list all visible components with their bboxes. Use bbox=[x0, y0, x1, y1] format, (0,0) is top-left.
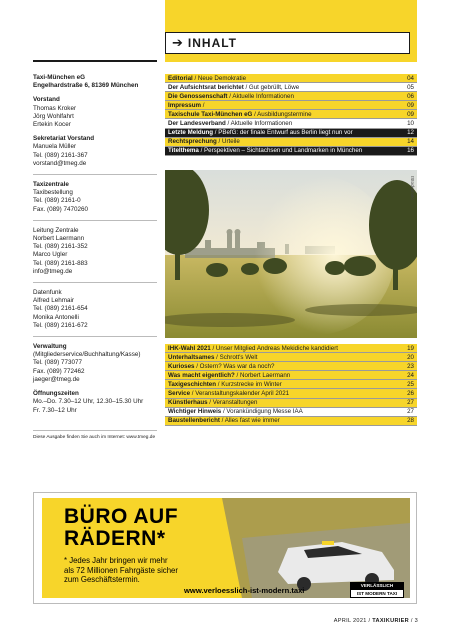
ad-yellow-panel bbox=[42, 498, 410, 598]
online-footnote: Diese Ausgabe finden Sie auch im Internet: www.tmeg.de bbox=[33, 430, 157, 440]
toc-entry-section: Wichtiger Hinweis bbox=[168, 408, 222, 416]
sidebar-top-rule bbox=[33, 60, 157, 62]
toc-entry-title bbox=[168, 363, 274, 370]
toc-entry-title bbox=[168, 390, 289, 397]
management-line: Tel. (089) 2161-883 bbox=[33, 259, 88, 267]
toc-entry-page: 24 bbox=[407, 371, 414, 379]
toc-entry-section: Baustellenbericht bbox=[168, 417, 220, 425]
toc-entry-topic: / PBefG: der finale Entwurf aus Berlin liegt nun vor bbox=[213, 129, 353, 137]
toc-entry-title bbox=[168, 138, 240, 145]
toc-entry-title bbox=[168, 120, 292, 127]
central-line: Taxibestellung bbox=[33, 189, 73, 197]
footer-issue: APRIL 2021 / bbox=[333, 618, 373, 624]
toc-entry-section: Kurioses bbox=[168, 362, 195, 370]
toc-entry-title bbox=[168, 372, 290, 379]
toc-entry-topic: / Perspektiven – Sichtachsen und Landmarken in München bbox=[198, 147, 363, 155]
toc-entry-page: 12 bbox=[407, 129, 414, 137]
toc-entry-topic: / Gut gebrüllt, Löwe bbox=[243, 83, 300, 91]
ad-url: www.verloesslich-ist-modern.taxi bbox=[184, 586, 305, 595]
company-name: Taxi-München eG bbox=[33, 74, 86, 81]
ad-subtext bbox=[64, 556, 214, 585]
toc-entry-topic: / Kurzstrecke im Winter bbox=[216, 380, 282, 388]
central-line: Fax. (089) 7470260 bbox=[33, 205, 88, 213]
toc-entry-title bbox=[168, 354, 257, 361]
radio-line: Monika Antonelli bbox=[33, 313, 79, 321]
management-line: Norbert Laermann bbox=[33, 235, 85, 243]
board-member: Ertekin Kocer bbox=[33, 121, 71, 129]
admin-line: Fax. (089) 772462 bbox=[33, 367, 85, 375]
management-line: Tel. (089) 2161-352 bbox=[33, 243, 88, 251]
page-footer bbox=[334, 618, 418, 624]
board-heading: Vorstand bbox=[33, 96, 60, 104]
toc-entry-topic: / bbox=[201, 101, 205, 109]
toc-entry-section: Was macht eigentlich? bbox=[168, 371, 235, 379]
park-skyline-image bbox=[165, 170, 417, 338]
toc-entry-section: Künstlerhaus bbox=[168, 399, 208, 407]
toc-entry-page: 23 bbox=[407, 362, 414, 370]
management-line: Leitung Zentrale bbox=[33, 226, 79, 234]
toc-top-list bbox=[165, 74, 417, 156]
toc-entry[interactable] bbox=[165, 147, 417, 156]
board-member: Thomas Kroker bbox=[33, 104, 77, 112]
toc-entry-title bbox=[168, 102, 204, 109]
toc-entry-title bbox=[168, 399, 257, 406]
toc-entry-section: Rechtsprechung bbox=[168, 138, 217, 146]
hours-line: Mo.–Do. 7.30–12 Uhr, 12.30–15.30 Uhr bbox=[33, 398, 144, 406]
hours-heading: Öffnungszeiten bbox=[33, 390, 79, 398]
toc-entry-topic: / Schrott's Welt bbox=[214, 353, 258, 361]
footer-page: / 3 bbox=[409, 618, 418, 624]
toc-entry-title bbox=[168, 417, 280, 424]
toc-entry-topic: / Unser Mitglied Andreas Mekidiche kandidiert bbox=[210, 344, 339, 352]
toc-entry[interactable] bbox=[165, 138, 417, 147]
toc-entry[interactable] bbox=[165, 101, 417, 110]
hours-line: Fr. 7.30–12 Uhr bbox=[33, 406, 77, 414]
company-block bbox=[33, 64, 157, 175]
toc-entry-title bbox=[168, 75, 246, 82]
ad-badge bbox=[350, 582, 404, 597]
management-line: Marco Ugler bbox=[33, 251, 68, 259]
toc-entry-section: Unterhaltsames bbox=[168, 353, 215, 361]
section-title bbox=[165, 32, 410, 54]
toc-entry-title bbox=[168, 93, 294, 100]
toc-entry-topic: / Aktuelle Informationen bbox=[225, 120, 293, 128]
toc-entry-section: Titelthema bbox=[168, 147, 199, 155]
central-heading: Taxizentrale bbox=[33, 181, 69, 189]
secretary-email: vorstand@tmeg.de bbox=[33, 159, 87, 167]
toc-entry-topic: / Neue Demokratie bbox=[192, 74, 247, 82]
toc-entry-page: 25 bbox=[407, 380, 414, 388]
central-block bbox=[33, 175, 157, 221]
toc-entry-page: 27 bbox=[407, 408, 414, 416]
toc-entry-topic: / Veranstaltungskalender April 2021 bbox=[190, 390, 290, 398]
toc-entry-page: 26 bbox=[407, 390, 414, 398]
toc-entry-title bbox=[168, 84, 299, 91]
management-email: info@tmeg.de bbox=[33, 267, 73, 275]
toc-entry[interactable] bbox=[165, 399, 417, 408]
toc-entry-section: Taxigeschichten bbox=[168, 380, 217, 388]
admin-heading: Verwaltung bbox=[33, 343, 67, 351]
toc-entry-page: 09 bbox=[407, 110, 414, 118]
ad-badge-line: VERLÄSSLICH bbox=[350, 582, 404, 589]
toc-entry-topic: / Veranstaltungen bbox=[207, 399, 258, 407]
toc-entry-topic: / Urteile bbox=[216, 138, 240, 146]
toc-entry-page: 05 bbox=[407, 83, 414, 91]
toc-entry-title bbox=[168, 147, 362, 154]
toc-entry[interactable] bbox=[165, 408, 417, 417]
toc-entry-section: IHK-Wahl 2021 bbox=[168, 344, 211, 352]
toc-entry-section: Editorial bbox=[168, 74, 193, 82]
ad-badge-line: IST MODERN TAXI bbox=[350, 589, 404, 598]
ad-subtext-line: als 72 Millionen Fahrgäste sicher bbox=[64, 565, 178, 575]
ad-subtext-line: zum Geschäftstermin. bbox=[64, 575, 140, 584]
toc-entry[interactable] bbox=[165, 417, 417, 426]
toc-entry-section: Der Landesverband bbox=[168, 120, 226, 128]
toc-entry[interactable] bbox=[165, 371, 417, 380]
toc-entry[interactable] bbox=[165, 92, 417, 101]
radio-line: Tel. (089) 2161-672 bbox=[33, 321, 88, 329]
toc-entry[interactable] bbox=[165, 389, 417, 398]
toc-entry-title bbox=[168, 381, 282, 388]
toc-entry-section: Letzte Meldung bbox=[168, 129, 214, 137]
toc-entry-topic: / Vorankündigung Messe IAA bbox=[221, 408, 303, 416]
toc-entry-page: 28 bbox=[407, 417, 414, 425]
toc-bottom-list bbox=[165, 344, 417, 426]
radio-line: Datenfunk bbox=[33, 289, 62, 297]
toc-entry-topic: / Ostern? Was war da noch? bbox=[194, 362, 275, 370]
toc-entry-page: 04 bbox=[407, 74, 414, 82]
toc-entry[interactable] bbox=[165, 344, 417, 353]
radio-block bbox=[33, 283, 157, 337]
secretary-line: Manuela Müller bbox=[33, 143, 77, 151]
toc-entry-page: 06 bbox=[407, 92, 414, 100]
toc-entry-page: 14 bbox=[407, 138, 414, 146]
toc-entry-section: Der Aufsichtsrat berichtet bbox=[168, 83, 244, 91]
arrow-right-icon: ➔ bbox=[172, 35, 183, 51]
toc-entry[interactable] bbox=[165, 353, 417, 362]
central-line: Tel. (089) 2161-0 bbox=[33, 197, 81, 205]
toc-entry-title bbox=[168, 345, 338, 352]
management-block bbox=[33, 221, 157, 283]
toc-entry[interactable] bbox=[165, 119, 417, 128]
toc-entry-topic: / Ausbildungstermine bbox=[252, 110, 312, 118]
toc-entry-title bbox=[168, 111, 312, 118]
admin-block bbox=[33, 337, 157, 421]
ad-headline bbox=[64, 506, 178, 550]
toc-entry-title bbox=[168, 408, 303, 415]
secretary-line: Tel. (089) 2161-367 bbox=[33, 151, 88, 159]
taxi-advertisement bbox=[33, 492, 417, 604]
munich-panorama-photo bbox=[165, 170, 417, 338]
toc-entry[interactable] bbox=[165, 110, 417, 119]
toc-entry-topic: / Alles fast wie immer bbox=[219, 417, 280, 425]
toc-entry[interactable] bbox=[165, 380, 417, 389]
toc-entry-section: Impressum bbox=[168, 101, 202, 109]
toc-entry-section: Die Genossenschaft bbox=[168, 92, 228, 100]
photo-credit: IStockphoto bbox=[410, 176, 415, 200]
toc-entry-topic: / Aktuelle Informationen bbox=[227, 92, 294, 100]
ad-subtext-line: * Jedes Jahr bringen wir mehr bbox=[64, 556, 168, 565]
admin-email: jaeger@tmeg.de bbox=[33, 375, 80, 383]
toc-entry-page: 27 bbox=[407, 399, 414, 407]
company-address: Engelhardstraße 6, 81369 München bbox=[33, 82, 139, 90]
toc-entry-section: Taxischule Taxi-München eG bbox=[168, 110, 253, 118]
ad-headline-line: BÜRO AUF bbox=[64, 505, 179, 528]
toc-entry[interactable] bbox=[165, 74, 417, 83]
radio-line: Tel. (089) 2161-654 bbox=[33, 305, 88, 313]
section-title-text: INHALT bbox=[187, 36, 238, 50]
admin-line: (Mitgliederservice/Buchhaltung/Kasse) bbox=[33, 351, 141, 359]
toc-entry-page: 09 bbox=[407, 101, 414, 109]
contact-sidebar bbox=[33, 64, 157, 421]
toc-entry-page: 20 bbox=[407, 353, 414, 361]
admin-line: Tel. (089) 773077 bbox=[33, 359, 83, 367]
ad-headline-line: RÄDERN* bbox=[64, 527, 166, 550]
toc-entry-section: Service bbox=[168, 390, 191, 398]
radio-line: Alfred Lehmair bbox=[33, 297, 74, 305]
toc-entry-page: 10 bbox=[407, 120, 414, 128]
toc-entry-topic: / Norbert Laermann bbox=[234, 371, 291, 379]
toc-entry-page: 19 bbox=[407, 344, 414, 352]
toc-entry[interactable] bbox=[165, 129, 417, 138]
toc-entry[interactable] bbox=[165, 362, 417, 371]
board-member: Jörg Wohlfahrt bbox=[33, 112, 74, 120]
toc-entry-title bbox=[168, 129, 353, 136]
toc-entry[interactable] bbox=[165, 83, 417, 92]
toc-entry-page: 16 bbox=[407, 147, 414, 155]
footer-magazine: TAXIKURIER bbox=[372, 618, 410, 624]
secretary-heading: Sekretariat Vorstand bbox=[33, 135, 95, 143]
